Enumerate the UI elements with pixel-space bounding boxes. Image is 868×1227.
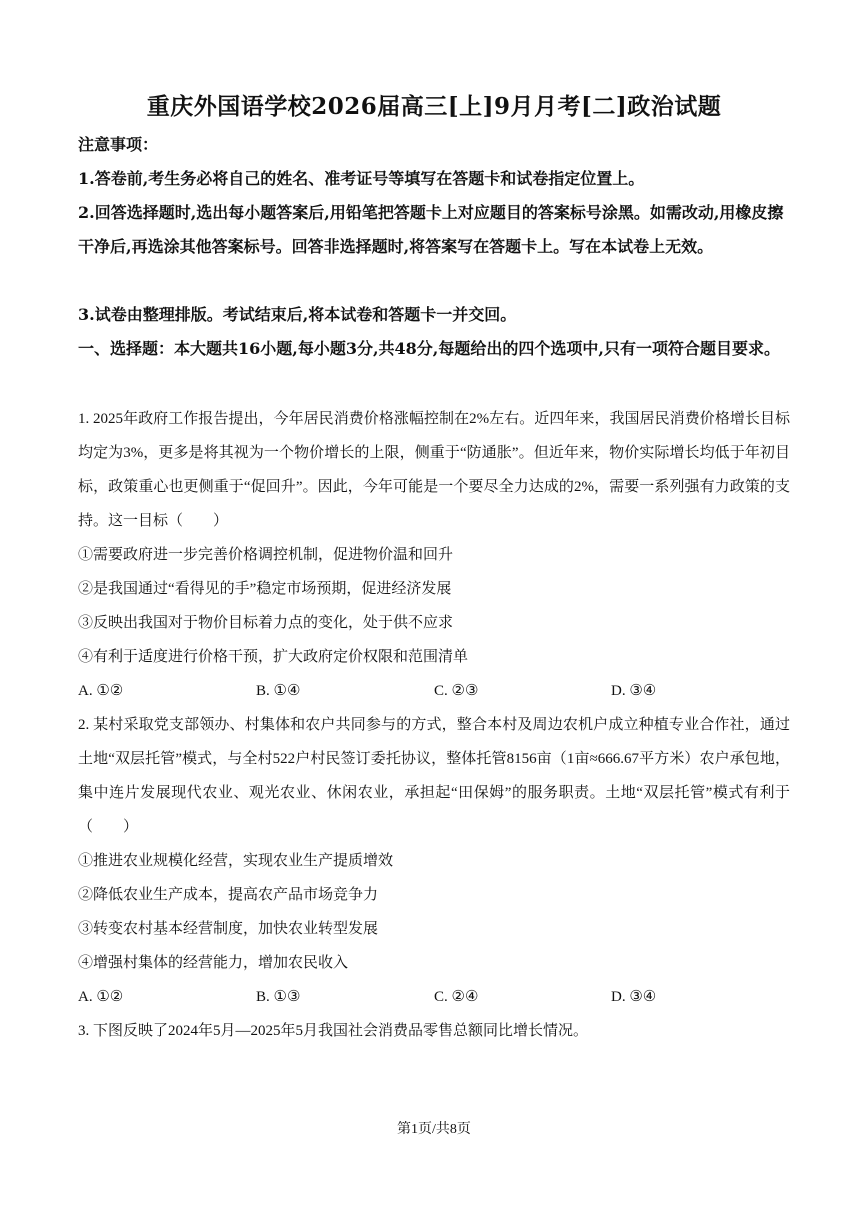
q1-stem: 1. 2025年政府工作报告提出，今年居民消费价格涨幅控制在2%左右。近四年来，我国居民消费价格增长目标均定为3%，更多是将其视为一个物价增长的上限，侧重于“防通胀”。但近年来，物价实际增长均低于年初目标，政策重心也更侧重于“促回升”。因此，今年可能是一个要尽全力达成的2%，需要一系列强有力政策的支持。这一目标（ ） xyxy=(78,411,790,529)
q1-option-b[interactable]: B. ①④ xyxy=(256,683,301,699)
q2-option-a[interactable]: A. ①② xyxy=(78,989,124,1005)
q1-option-a[interactable]: A. ①② xyxy=(78,683,124,699)
q1-statement-4: ④有利于适度进行价格干预，扩大政府定价权限和范围清单 xyxy=(78,649,469,665)
notice-item-1: 1.答卷前,考生务必将自己的姓名、准考证号等填写在答题卡和试卷指定位置上。 xyxy=(78,169,645,188)
q2-statement-1: ①推进农业规模化经营，实现农业生产提质增效 xyxy=(78,853,394,869)
q2-statement-4: ④增强村集体的经营能力，增加农民收入 xyxy=(78,955,349,971)
section-heading: 一、选择题：本大题共16小题,每小题3分,共48分,每题给出的四个选项中,只有一项符合题目要求。 xyxy=(78,339,780,358)
q1-option-c[interactable]: C. ②③ xyxy=(434,683,479,699)
q1-statement-3: ③反映出我国对于物价目标着力点的变化，处于供不应求 xyxy=(78,615,454,631)
q2-statement-2: ②降低农业生产成本，提高农产品市场竞争力 xyxy=(78,887,379,903)
q2-option-d[interactable]: D. ③④ xyxy=(611,989,657,1005)
q2-option-c[interactable]: C. ②④ xyxy=(434,989,479,1005)
q1-statement-1: ①需要政府进一步完善价格调控机制，促进物价温和回升 xyxy=(78,547,454,563)
q1-options xyxy=(78,674,790,708)
notice-heading: 注意事项： xyxy=(78,135,159,154)
notice-item-3: 3.试卷由整理排版。考试结束后,将本试卷和答题卡一并交回。 xyxy=(78,305,517,324)
q2-options xyxy=(78,980,790,1014)
notice-item-2: 2.回答选择题时,选出每小题答案后,用铅笔把答题卡上对应题目的答案标号涂黑。如需改动,用橡皮擦干净后,再选涂其他答案标号。回答非选择题时,将答案写在答题卡上。写在本试卷上无效。 xyxy=(78,203,784,256)
page-footer: 第1页/共8页 xyxy=(397,1122,471,1137)
q2-stem: 2. 某村采取党支部领办、村集体和农户共同参与的方式，整合本村及周边农机户成立种植专业合作社，通过土地“双层托管”模式，与全村522户村民签订委托协议，整体托管8156亩（1亩≈666.67平方米）农户承包地，集中连片发展现代农业、观光农业、休闲农业，承担起“田保姆”的服务职责。土地“双层托管”模式有利于（ ） xyxy=(78,717,790,835)
q3-stem: 3. 下图反映了2024年5月—2025年5月我国社会消费品零售总额同比增长情况。 xyxy=(78,1023,589,1039)
q1-option-d[interactable]: D. ③④ xyxy=(611,683,657,699)
exam-title: 重庆外国语学校2026届高三[上]9月月考[二]政治试题 xyxy=(146,93,722,120)
q2-option-b[interactable]: B. ①③ xyxy=(256,989,301,1005)
q2-statement-3: ③转变农村基本经营制度，加快农业转型发展 xyxy=(78,921,379,937)
q1-statement-2: ②是我国通过“看得见的手”稳定市场预期，促进经济发展 xyxy=(78,581,452,597)
